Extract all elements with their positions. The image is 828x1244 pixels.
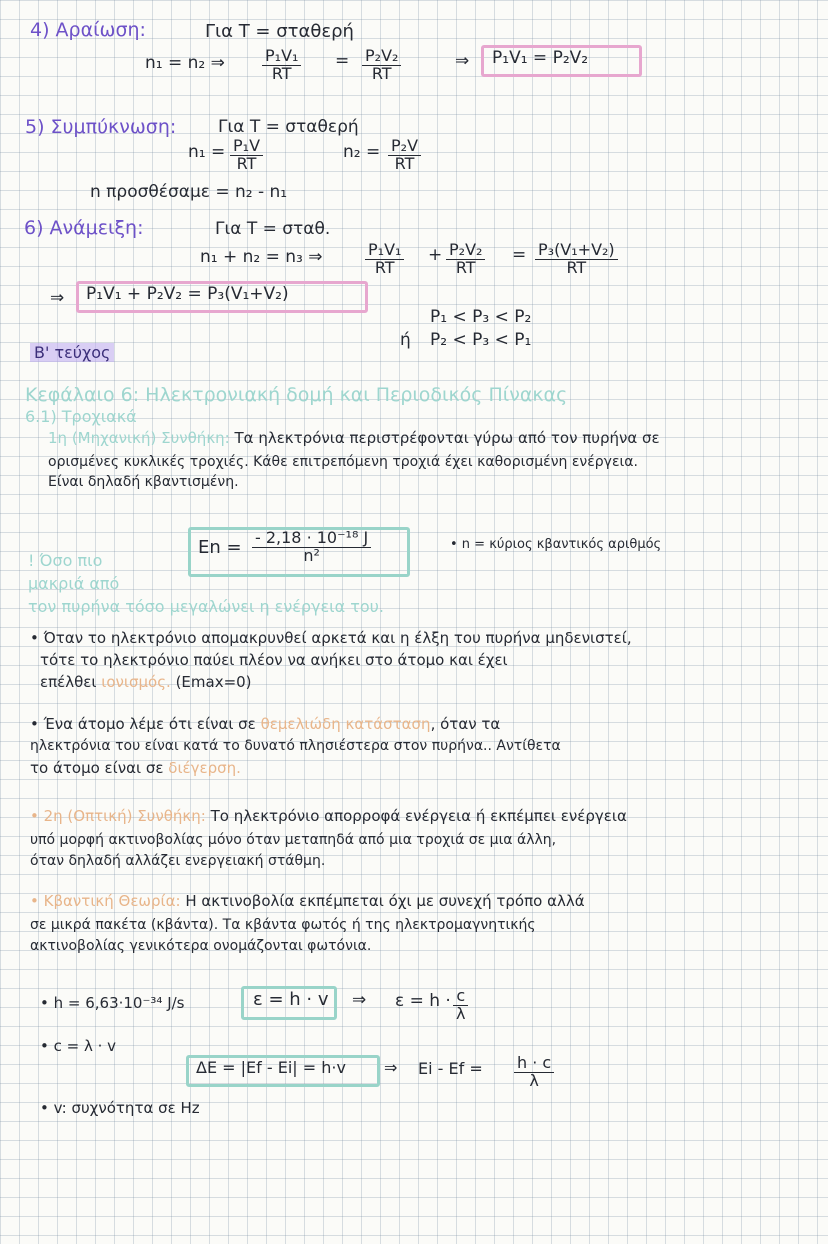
p1-line1: 1η (Μηχανική) Συνθήκη: Τα ηλεκτρόνια περιστρέφονται γύρω από τον πυρήνα σε bbox=[48, 429, 660, 447]
side-note-line1: ! Όσο πιο bbox=[28, 551, 103, 570]
section-6-inequality-1: P₁ < P₃ < P₂ bbox=[430, 307, 532, 327]
section-6-result: P₁V₁ + P₂V₂ = P₃(V₁+V₂) bbox=[86, 284, 289, 304]
section-5-added: n προσθέσαμε = n₂ - n₁ bbox=[90, 182, 288, 202]
section-6-plus: + bbox=[428, 245, 443, 265]
formula-arrow-1: ⇒ bbox=[352, 990, 367, 1010]
section-6-condition: Για T = σταθ. bbox=[215, 219, 331, 239]
formula-e-main: ε = h · v bbox=[253, 989, 329, 1010]
side-note-line2: μακριά από bbox=[28, 574, 120, 593]
formula-h: • h = 6,63·10⁻³⁴ J/s bbox=[40, 994, 185, 1012]
section-6-fraction-3: $\frac{\text{P₃(V₁+V₂)}}{RT}$ bbox=[535, 242, 618, 277]
p5-line2: σε μικρά πακέτα (κβάντα). Τα κβάντα φωτός ή της ηλεκτρομαγνητικής bbox=[30, 917, 536, 933]
p1-line2: ορισμένες κυκλικές τροχιές. Κάθε επιτρεπόμενη τροχιά έχει καθορισμένη ενέργεια. bbox=[48, 454, 638, 470]
section-6-equals: = bbox=[512, 245, 527, 265]
section-6-fraction-2: $\frac{\text{P₂V₂}}{RT}$ bbox=[446, 242, 485, 277]
p2-line2: τότε το ηλεκτρόνιο παύει πλέον να ανήκει στο άτομο και έχει bbox=[40, 651, 508, 669]
section-5-n1-fraction: $\frac{\text{P₁V}}{RT}$ bbox=[230, 138, 263, 173]
energy-fraction: $\frac{\text{- 2,18 · 10⁻¹⁸ J}}{\text{n²}}$ bbox=[252, 530, 371, 565]
energy-lhs: En = bbox=[198, 537, 242, 558]
section-4-lhs: n₁ = n₂ ⇒ bbox=[145, 53, 225, 73]
formula-e2-lhs: ε = h · bbox=[395, 991, 451, 1011]
formula-delta: ΔΕ = |Ef - Ei| = h·v bbox=[196, 1058, 346, 1077]
section-4-fraction-2: $\frac{\text{P₂V₂}}{RT}$ bbox=[362, 48, 401, 83]
section-6-line1: n₁ + n₂ = n₃ ⇒ bbox=[200, 247, 323, 267]
formula-v: • v: συχνότητα σε Hz bbox=[40, 1099, 200, 1117]
formula-d2-lhs: Ei - Ef = bbox=[418, 1059, 483, 1078]
p3-line3: το άτομο είναι σε διέγερση. bbox=[30, 759, 241, 777]
formula-e2-fraction: $\frac{c}{\lambda}$ bbox=[453, 988, 468, 1023]
p2-line1: • Όταν το ηλεκτρόνιο απομακρυνθεί αρκετά και η έλξη του πυρήνα μηδενιστεί, bbox=[30, 629, 632, 647]
p3-line1: • Ένα άτομο λέμε ότι είναι σε θεμελιώδη κατάσταση, όταν τα bbox=[30, 715, 501, 733]
side-note-line3: τον πυρήνα τόσο μεγαλώνει η ενέργεια του. bbox=[28, 597, 384, 616]
section-5-title: 5) Συμπύκνωση: bbox=[25, 116, 177, 138]
section-4-fraction-1: $\frac{\text{P₁V₁}}{RT}$ bbox=[262, 48, 301, 83]
section-6-title: 6) Ανάμειξη: bbox=[24, 217, 144, 239]
section-6-inequality-2: P₂ < P₃ < P₁ bbox=[430, 330, 532, 350]
p1-line3: Είναι δηλαδή κβαντισμένη. bbox=[48, 474, 239, 490]
section-4-title: 4) Αραίωση: bbox=[30, 19, 146, 41]
section-5-n2-lhs: n₂ = bbox=[343, 142, 381, 162]
p5-line1: • Κβαντική Θεωρία: Η ακτινοβολία εκπέμπεται όχι με συνεχή τρόπο αλλά bbox=[30, 892, 585, 910]
section-title: 6.1) Τροχιακά bbox=[25, 407, 137, 426]
section-4-result: P₁V₁ = P₂V₂ bbox=[492, 48, 589, 68]
section-6-or: ή bbox=[400, 330, 411, 350]
energy-note: • n = κύριος κβαντικός αριθμός bbox=[450, 537, 662, 552]
section-4-condition: Για T = σταθερή bbox=[205, 21, 354, 42]
p4-line2: υπό μορφή ακτινοβολίας μόνο όταν μεταπηδά από μια τροχιά σε μια άλλη, bbox=[30, 832, 557, 848]
p5-line3: ακτινοβολίας γενικότερα ονομάζονται φωτόνια. bbox=[30, 938, 372, 954]
section-5-condition: Για T = σταθερή bbox=[218, 117, 359, 137]
section-6-fraction-1: $\frac{\text{P₁V₁}}{RT}$ bbox=[365, 242, 404, 277]
p4-line1: • 2η (Οπτική) Συνθήκη: Το ηλεκτρόνιο απορροφά ενέργεια ή εκπέμπει ενέργεια bbox=[30, 807, 627, 825]
formula-arrow-2: ⇒ bbox=[384, 1058, 398, 1077]
section-5-n2-fraction: $\frac{\text{P₂V}}{RT}$ bbox=[388, 138, 421, 173]
part-b-heading: Β' τεύχος bbox=[30, 344, 114, 362]
chapter-title: Κεφάλαιο 6: Ηλεκτρονιακή δομή και Περιοδικός Πίνακας bbox=[25, 384, 568, 406]
section-5-n1-lhs: n₁ = bbox=[188, 142, 226, 162]
p4-line3: όταν δηλαδή αλλάζει ενεργειακή στάθμη. bbox=[30, 853, 326, 869]
section-4-equals: = bbox=[335, 51, 350, 71]
formula-d2-fraction: $\frac{h \cdot c}{\lambda}$ bbox=[514, 1055, 554, 1090]
p3-line2: ηλεκτρόνια του είναι κατά το δυνατό πλησιέστερα στον πυρήνα.. Αντίθετα bbox=[30, 738, 561, 754]
section-6-arrow: ⇒ bbox=[50, 288, 65, 308]
formula-c: • c = λ · v bbox=[40, 1037, 117, 1055]
section-4-arrow: ⇒ bbox=[455, 51, 470, 71]
p2-line3: επέλθει ιονισμός. (Emax=0) bbox=[40, 673, 252, 691]
